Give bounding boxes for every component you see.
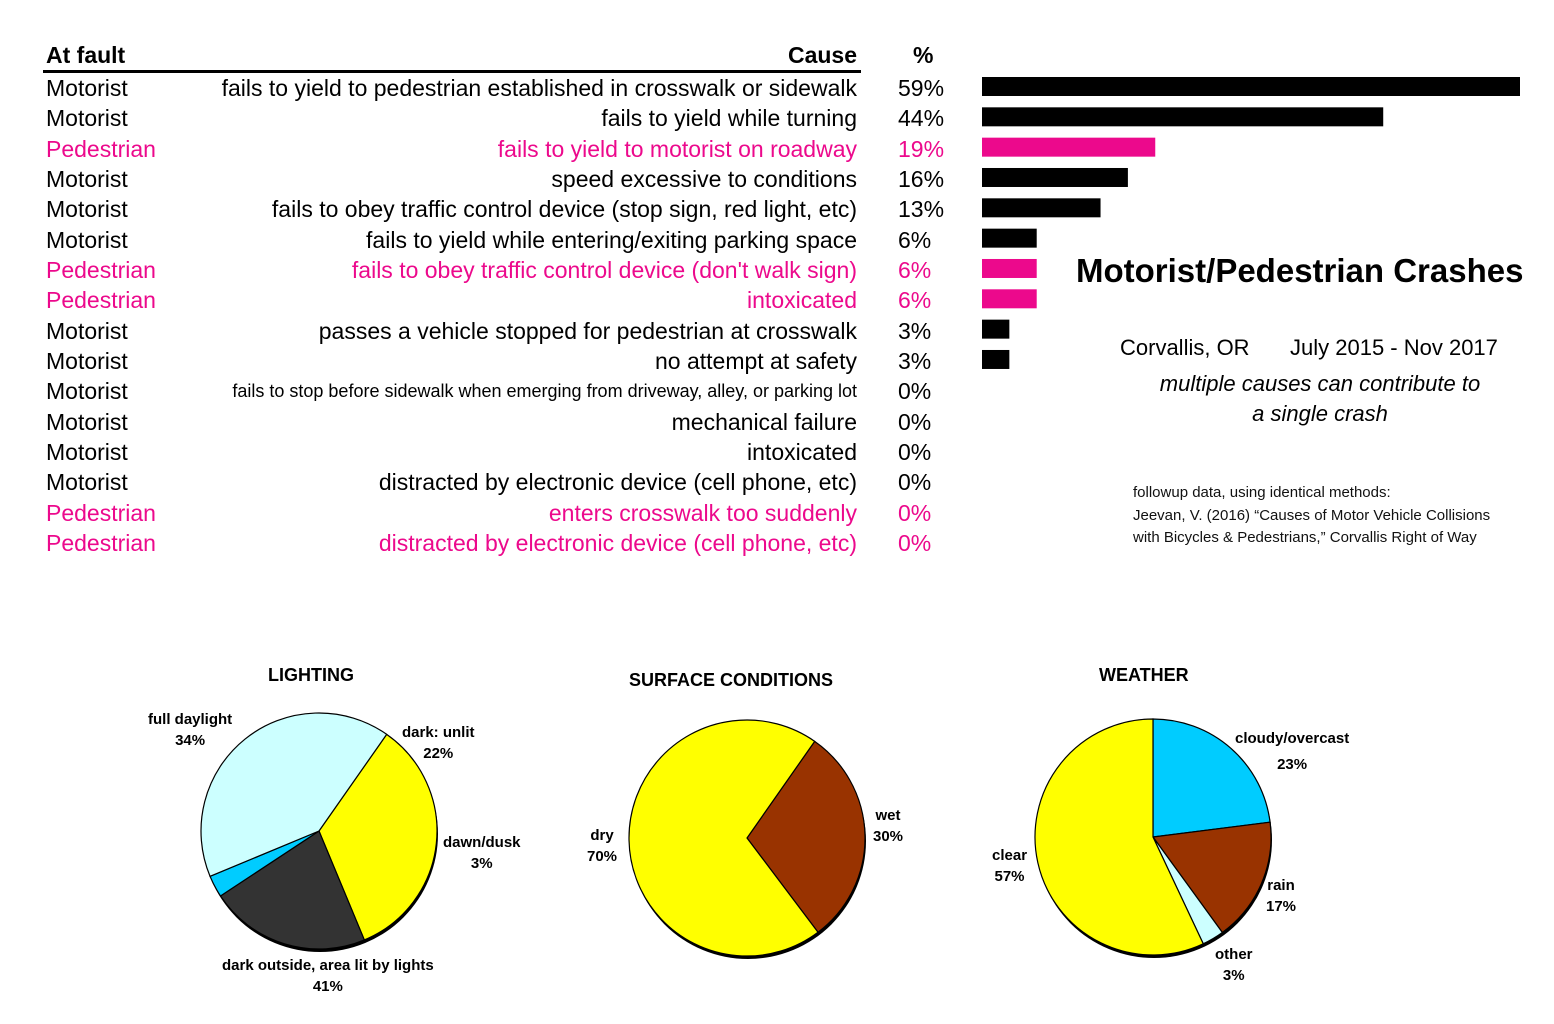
at-fault-cell: Motorist	[46, 408, 128, 435]
weather-label-clear: clear 57%	[992, 847, 1028, 885]
note-line-1: multiple causes can contribute to	[1159, 371, 1481, 396]
percent-cell: 0%	[898, 529, 932, 556]
at-fault-cell: Pedestrian	[46, 287, 156, 314]
at-fault-cell: Motorist	[46, 317, 128, 344]
at-fault-cell: Motorist	[46, 165, 128, 192]
table-row	[0, 255, 960, 285]
header-cause: Cause	[787, 42, 857, 68]
percent-cell: 0%	[898, 438, 932, 465]
at-fault-cell: Motorist	[46, 226, 128, 253]
percent-cell: 44%	[898, 105, 945, 132]
bar-1	[982, 107, 1383, 126]
cause-cell: intoxicated	[747, 287, 857, 314]
weather-label-rain: rain 17%	[1266, 877, 1297, 915]
cause-cell: fails to stop before sidewalk when emerging from driveway, alley, or parking lot	[232, 381, 857, 402]
table-row	[0, 225, 960, 255]
table-row	[0, 316, 960, 346]
table-row	[0, 134, 960, 164]
table-row	[0, 346, 960, 376]
percent-cell: 0%	[898, 378, 932, 405]
percent-cell: 0%	[898, 469, 932, 496]
table-row	[0, 407, 960, 437]
surface-pie-title: SURFACE CONDITIONS	[629, 670, 834, 690]
cause-cell: fails to obey traffic control device (don't walk sign)	[351, 256, 857, 283]
bar-8	[982, 320, 1009, 339]
surface-label-wet: wet 30%	[873, 807, 904, 845]
chart-title: Motorist/Pedestrian Crashes	[1076, 252, 1524, 289]
cause-cell: fails to yield to pedestrian established in crosswalk or sidewalk	[221, 75, 857, 101]
cause-cell: fails to yield while entering/exiting parking space	[366, 226, 857, 253]
reference-line-1: followup data, using identical methods:	[1133, 484, 1391, 501]
bar-2	[982, 138, 1155, 157]
lighting-pie-title: LIGHTING	[268, 665, 354, 685]
lighting-label-full-daylight: full daylight 34%	[148, 711, 233, 749]
at-fault-cell: Motorist	[46, 438, 128, 465]
cause-cell: intoxicated	[747, 438, 857, 465]
percent-cell: 16%	[898, 165, 945, 192]
percent-cell: 19%	[898, 135, 945, 162]
surface-pie-chart	[626, 717, 868, 959]
at-fault-cell: Pedestrian	[46, 135, 156, 162]
at-fault-cell: Pedestrian	[46, 256, 156, 283]
cause-cell: passes a vehicle stopped for pedestrian at crosswalk	[318, 317, 857, 344]
cause-cell: speed excessive to conditions	[551, 165, 857, 192]
at-fault-cell: Motorist	[46, 378, 128, 405]
percent-cell: 0%	[898, 408, 932, 435]
at-fault-cell: Motorist	[46, 196, 128, 223]
table-row	[0, 73, 960, 103]
percent-cell: 6%	[898, 287, 932, 314]
at-fault-cell: Motorist	[46, 105, 128, 132]
cause-cell: enters crosswalk too suddenly	[548, 499, 857, 526]
lighting-label-dawn-dusk: dawn/dusk 3%	[443, 834, 521, 872]
place-label: Corvallis, OR	[1120, 335, 1250, 360]
at-fault-cell: Motorist	[46, 75, 128, 101]
at-fault-cell: Pedestrian	[46, 529, 156, 556]
table-row	[0, 528, 960, 558]
percent-cell: 6%	[898, 256, 932, 283]
table-row	[0, 103, 960, 133]
note-line-2: a single crash	[1252, 401, 1388, 426]
cause-cell: fails to yield to motorist on roadway	[497, 135, 857, 162]
reference-line-3: with Bicycles & Pedestrians,” Corvallis Right of Way	[1133, 529, 1477, 546]
table-row	[0, 194, 960, 224]
percent-cell: 13%	[898, 196, 945, 223]
weather-label-other: other 3%	[1215, 946, 1253, 984]
cause-cell: no attempt at safety	[654, 347, 857, 374]
weather-label-cloudy: cloudy/overcast 23%	[1235, 730, 1350, 773]
table-row	[0, 437, 960, 467]
bar-4	[982, 198, 1101, 217]
cause-cell: mechanical failure	[671, 408, 857, 435]
bar-9	[982, 350, 1009, 369]
header-percent: %	[913, 42, 934, 68]
table-row	[0, 467, 960, 497]
date-range-label: July 2015 - Nov 2017	[1290, 335, 1498, 360]
cause-bar-chart	[980, 72, 1540, 377]
lighting-label-dark-unlit: dark: unlit 22%	[402, 724, 475, 762]
bar-5	[982, 229, 1037, 248]
reference-line-2: Jeevan, V. (2016) “Causes of Motor Vehicle Collisions	[1133, 507, 1491, 524]
percent-cell: 6%	[898, 226, 932, 253]
at-fault-cell: Motorist	[46, 469, 128, 496]
cause-cell: fails to obey traffic control device (stop sign, red light, etc)	[271, 196, 857, 223]
at-fault-cell: Motorist	[46, 347, 128, 374]
bar-6	[982, 259, 1037, 278]
weather-pie-title: WEATHER	[1099, 665, 1189, 685]
bar-0	[982, 77, 1520, 96]
cause-cell: fails to yield while turning	[601, 105, 857, 132]
percent-cell: 3%	[898, 347, 932, 374]
table-row	[0, 285, 960, 315]
table-row	[0, 498, 960, 528]
table-row	[0, 164, 960, 194]
surface-label-dry: dry 70%	[587, 827, 618, 865]
header-at-fault: At fault	[46, 42, 126, 68]
bar-7	[982, 289, 1037, 308]
at-fault-cell: Pedestrian	[46, 499, 156, 526]
percent-cell: 59%	[898, 75, 945, 101]
percent-cell: 0%	[898, 499, 932, 526]
lighting-label-dark-lit: dark outside, area lit by lights 41%	[222, 957, 434, 995]
percent-cell: 3%	[898, 317, 932, 344]
cause-cell: distracted by electronic device (cell phone, etc)	[378, 529, 857, 556]
cause-cell: distracted by electronic device (cell phone, etc)	[378, 469, 857, 496]
table-row	[0, 376, 960, 406]
bar-3	[982, 168, 1128, 187]
